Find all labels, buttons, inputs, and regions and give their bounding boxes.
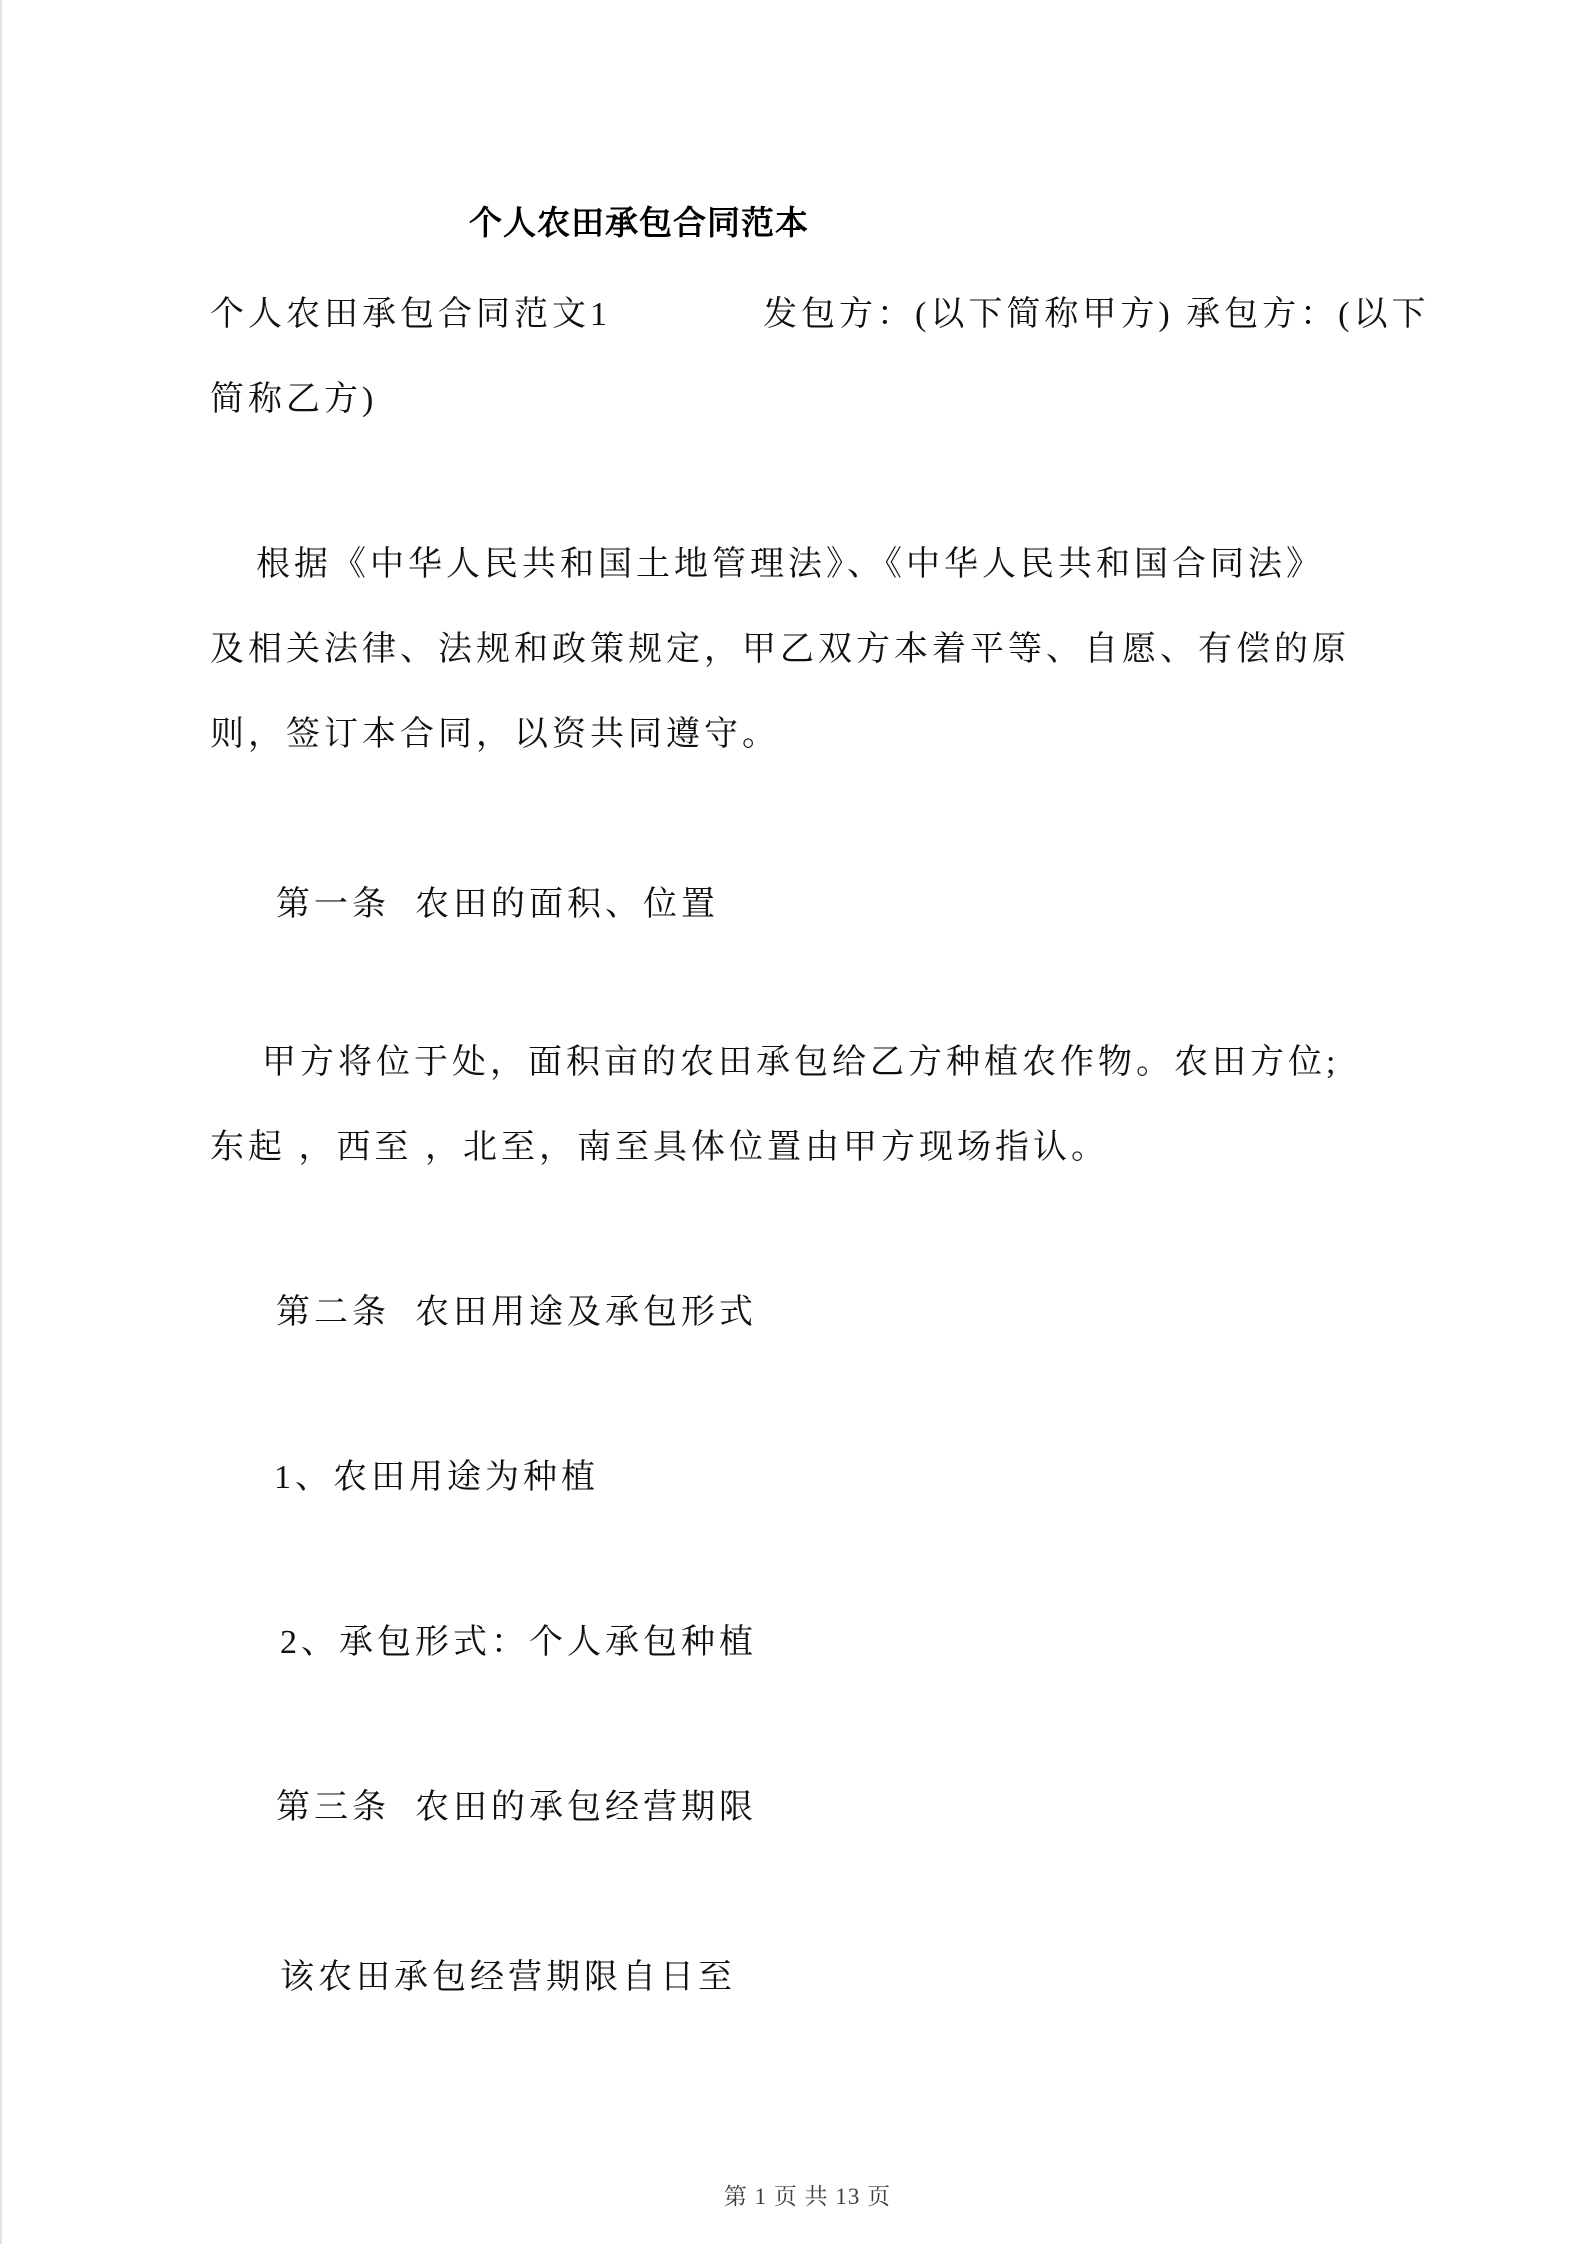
paragraph-contract-term xyxy=(210,1935,1436,2020)
text-line: 及相关法律、法规和政策规定，甲乙双方本着平等、自愿、有偿的原 xyxy=(210,631,1350,668)
page-footer-text: 第 1 页 共 13 页 xyxy=(723,2184,892,2209)
heading-article-3 xyxy=(210,1765,1436,1850)
text-line: 该农田承包经营期限自日至 xyxy=(280,1959,736,1996)
heading-article-1 xyxy=(210,862,1436,947)
document-title: 个人农田承包合同范本 xyxy=(469,206,809,242)
text-line: 根据《中华人民共和国土地管理法》、《中华人民共和国合同法》 xyxy=(256,546,1324,583)
text-line: 则，签订本合同，以资共同遵守。 xyxy=(210,716,780,753)
heading-line: 第一条 农田的面积、位置 xyxy=(276,886,719,923)
paragraph-legal-basis xyxy=(210,522,1436,777)
text-line: 简称乙方) xyxy=(210,381,378,418)
list-item-contract-form xyxy=(210,1600,1436,1685)
heading-line: 第二条 农田用途及承包形式 xyxy=(276,1294,757,1331)
list-item-land-use xyxy=(210,1435,1436,1520)
text-line: 个人农田承包合同范文1 发包方：(以下简称甲方) 承包方：(以下 xyxy=(210,296,1430,333)
text-line: 2、承包形式：个人承包种植 xyxy=(280,1624,757,1661)
paragraph-party-intro xyxy=(210,272,1436,442)
text-line: 1、农田用途为种植 xyxy=(274,1459,599,1496)
paragraph-land-location xyxy=(210,1020,1436,1190)
text-line: 东起 ，西至 ，北至，南至具体位置由甲方现场指认。 xyxy=(210,1129,1109,1166)
heading-line: 第三条 农田的承包经营期限 xyxy=(276,1789,757,1826)
heading-article-2 xyxy=(210,1270,1436,1355)
text-line: 甲方将位于处，面积亩的农田承包给乙方种植农作物。农田方位; xyxy=(262,1044,1340,1081)
page-footer xyxy=(2,2152,1586,2237)
